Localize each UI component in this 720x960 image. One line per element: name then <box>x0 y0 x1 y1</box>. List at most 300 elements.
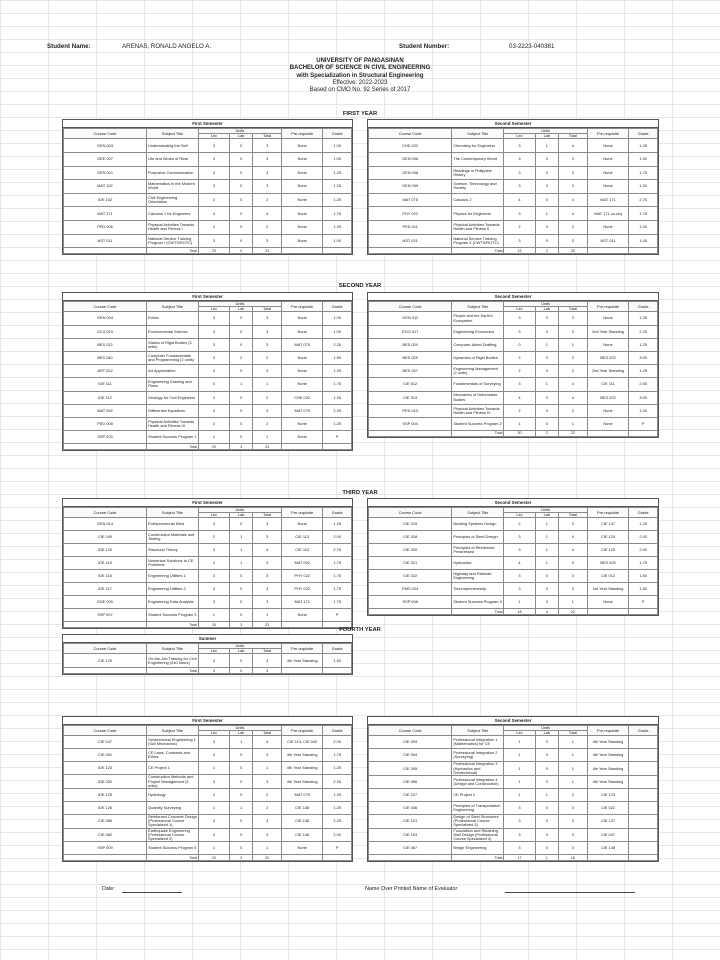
lab-units: 0 <box>230 234 253 248</box>
total-lab: 0 <box>230 248 253 254</box>
course-table <box>63 507 352 628</box>
semester-table <box>62 634 353 675</box>
prerequisite: MAT 171 <box>587 193 629 207</box>
total-units: 2 <box>559 789 588 802</box>
course-code: IDE 126 <box>64 802 147 815</box>
course-table <box>63 301 352 450</box>
course-code: SSP 009 <box>64 842 147 855</box>
course-code: IDE 123 <box>64 762 147 775</box>
total-units: 3 <box>253 583 282 596</box>
lab-units: 0 <box>535 583 558 596</box>
grade-cell: 1.25 <box>323 417 352 430</box>
subject-title: Chemistry for Engineers <box>452 139 504 153</box>
semester-label: First Semester <box>63 717 352 725</box>
course-code: GEN 014 <box>64 518 147 531</box>
lab-units: 0 <box>535 776 558 789</box>
course-code: SSP 008 <box>369 596 452 609</box>
lec-units: 1 <box>198 802 229 815</box>
col-units: Units <box>198 129 281 134</box>
course-code: CIE 019 <box>369 518 452 531</box>
lec-units: 3 <box>504 815 535 829</box>
lec-units: 3 <box>504 802 535 815</box>
lab-units: 0 <box>535 234 558 248</box>
lab-units: 0 <box>230 583 253 596</box>
course-code: IDE 117 <box>64 583 147 596</box>
prerequisite: PHY 022 <box>281 583 323 596</box>
total-units: 3 <box>559 166 588 180</box>
program-name: BACHELOR OF SCIENCE IN CIVIL ENGINEERING <box>289 65 431 72</box>
table-row <box>369 351 658 364</box>
col-grade: Grade <box>629 508 658 518</box>
total-units: 2 <box>253 391 282 404</box>
semester-label: Summer <box>63 635 352 643</box>
lec-units: 3 <box>198 518 229 531</box>
total-label: Total <box>452 431 504 437</box>
prerequisite: CIE 138 <box>281 828 323 842</box>
prerequisite: CIE 138 <box>587 842 629 855</box>
grade-cell: 1.75 <box>323 207 352 221</box>
course-code: IDE 125 <box>64 789 147 802</box>
prerequisite: CIE 022 <box>587 802 629 815</box>
totals-row <box>64 444 352 450</box>
prerequisite: None <box>281 417 323 430</box>
total-units: 2 <box>253 193 282 207</box>
total-units: 2 <box>559 220 588 234</box>
total-units: 1 <box>559 596 588 609</box>
grade-cell <box>629 736 658 749</box>
total-units-sum: 18 <box>559 855 588 861</box>
total-label: Total <box>147 444 199 450</box>
total-label: Total <box>147 668 199 674</box>
col-units: Units <box>504 302 587 307</box>
totals-row <box>64 248 352 254</box>
total-units: 4 <box>559 193 588 207</box>
totals-row <box>369 609 658 615</box>
lab-units: 0 <box>535 762 558 776</box>
subject-title: Calculus 2 <box>452 193 504 207</box>
grade-cell: 2.50 <box>629 378 658 391</box>
col-units: Units <box>198 508 281 513</box>
total-label: Total <box>147 248 199 254</box>
subject-title: Environmental Science <box>147 325 199 338</box>
col-course-code: Course Code <box>369 129 452 139</box>
course-code: EGO 017 <box>369 325 452 338</box>
lab-units: 1 <box>535 207 558 221</box>
table-row <box>64 762 352 775</box>
total-units: 4 <box>253 736 282 749</box>
total-units: 3 <box>253 557 282 570</box>
course-code: BES 022 <box>64 338 147 351</box>
lab-units: 0 <box>230 139 253 153</box>
grade-cell <box>629 815 658 829</box>
year-label: FIRST YEAR <box>342 111 378 117</box>
lec-units: 2 <box>504 351 535 364</box>
table-row <box>64 417 352 430</box>
course-code: IDE 111 <box>64 378 147 391</box>
table-row <box>64 802 352 815</box>
subject-title: Engineering Utilities 1 <box>147 570 199 583</box>
lec-units: 1 <box>198 609 229 622</box>
col-total: Total <box>559 307 588 312</box>
subject-title: Construction Materials and Testing <box>147 531 199 544</box>
prerequisite: CIE 111 <box>587 378 629 391</box>
lec-units: 3 <box>198 139 229 153</box>
table-row <box>369 417 658 430</box>
subject-title: Structural Theory <box>147 544 199 557</box>
subject-title: People and the Earth's Ecosystem <box>452 312 504 325</box>
course-code: MAT 075 <box>369 193 452 207</box>
grade-cell: 1.25 <box>323 391 352 404</box>
prerequisite: 4th Year Standing <box>587 762 629 776</box>
col-grade: Grade <box>323 302 352 312</box>
subject-title: Geology for Civil Engineers <box>147 391 199 404</box>
prerequisite: MAT 075 <box>281 789 323 802</box>
prerequisite: None <box>281 518 323 531</box>
subject-title: Physical Activities Towards Health and Fitness II <box>452 220 504 234</box>
prerequisite: 4th Year Standing <box>281 775 323 789</box>
subject-title: Physical Activities Towards Health and Fitness IV <box>452 404 504 417</box>
course-table <box>368 725 658 861</box>
col-grade: Grade <box>629 129 658 139</box>
grade-cell: P <box>629 417 658 430</box>
prerequisite: None <box>281 609 323 622</box>
table-row <box>369 749 658 762</box>
course-code: BES 025 <box>369 351 452 364</box>
table-row <box>64 166 352 180</box>
prerequisite: CIE 137 <box>587 815 629 829</box>
col-course-code: Course Code <box>369 726 452 736</box>
col-total: Total <box>253 307 282 312</box>
semester-table <box>62 119 353 255</box>
prerequisite: NST 011 <box>587 234 629 248</box>
col-lec: Lec <box>198 731 229 736</box>
semester-label: Second Semester <box>368 717 658 725</box>
lec-units: 0 <box>198 378 229 391</box>
table-row <box>369 736 658 749</box>
total-units: 2 <box>559 404 588 417</box>
total-label: Total <box>452 609 504 615</box>
lab-units: 0 <box>535 166 558 180</box>
lec-units: 2 <box>198 220 229 234</box>
lab-units: 0 <box>230 391 253 404</box>
col-course-code: Course Code <box>64 644 147 654</box>
course-code: BES 047 <box>369 365 452 378</box>
grade-cell: 1.00 <box>629 404 658 417</box>
lec-units: 3 <box>198 180 229 194</box>
table-row <box>64 378 352 391</box>
lab-units: 0 <box>230 654 253 668</box>
lab-units: 0 <box>535 596 558 609</box>
lab-units: 0 <box>535 325 558 338</box>
grade-cell: 1.00 <box>629 180 658 194</box>
grade-cell: 1.25 <box>323 180 352 194</box>
subject-title: Mathematics in the Modern World <box>147 180 199 194</box>
lab-units: 0 <box>230 842 253 855</box>
grade-cell: 1.75 <box>323 583 352 596</box>
prerequisite: BES 025 <box>587 557 629 570</box>
subject-title: CE Project 2 <box>452 789 504 802</box>
lec-units: 3 <box>198 338 229 351</box>
prerequisite: CIE 113, CIE 040 <box>281 736 323 749</box>
total-units: 1 <box>253 431 282 444</box>
lec-units: 2 <box>504 518 535 531</box>
total-lab: 3 <box>230 444 253 450</box>
grade-cell: 2.00 <box>629 544 658 557</box>
grade-cell: 1.25 <box>323 193 352 207</box>
grade-cell: 1.50 <box>323 654 352 668</box>
lec-units: 1 <box>504 596 535 609</box>
lec-units: 3 <box>504 544 535 557</box>
prerequisite: 4th Year Standing <box>587 776 629 789</box>
course-code: GEN 011 <box>369 312 452 325</box>
table-row <box>64 351 352 364</box>
total-units: 4 <box>559 378 588 391</box>
course-code: PED 008 <box>64 417 147 430</box>
table-row <box>64 531 352 544</box>
lec-units: 3 <box>198 596 229 609</box>
grade-cell: P <box>323 609 352 622</box>
col-grade: Grade <box>323 644 352 654</box>
subject-title: Mechanics of Deformable Bodies <box>452 391 504 404</box>
prerequisite: CIE 113 <box>281 544 323 557</box>
table-row <box>64 207 352 221</box>
grade-cell: 1.50 <box>629 570 658 583</box>
lab-units: 1 <box>535 338 558 351</box>
table-row <box>64 789 352 802</box>
total-units: 3 <box>253 153 282 167</box>
total-units: 1 <box>559 417 588 430</box>
total-lec: 20 <box>198 855 229 861</box>
col-units: Units <box>198 302 281 307</box>
lec-units: 3 <box>198 828 229 842</box>
lab-units: 0 <box>230 220 253 234</box>
course-code: GEE 007 <box>64 153 147 167</box>
total-label: Total <box>452 248 504 254</box>
total-units: 3 <box>253 312 282 325</box>
table-row <box>369 180 658 194</box>
subject-title: Construction Methods and Project Management (3 units) <box>147 775 199 789</box>
lab-units: 1 <box>230 378 253 391</box>
total-units: 1 <box>559 736 588 749</box>
col-prerequisite: Pre-requisite <box>587 508 629 518</box>
semester-table <box>367 119 659 255</box>
lab-units: 0 <box>230 431 253 444</box>
prerequisite: None <box>281 351 323 364</box>
subject-title: Design of Steel Structures (Professional Course Specialized 3) <box>452 815 504 829</box>
total-lec: 23 <box>504 248 535 254</box>
prerequisite: CIE 120 <box>587 544 629 557</box>
lab-units: 0 <box>230 518 253 531</box>
table-row <box>369 166 658 180</box>
table-row <box>64 842 352 855</box>
col-prerequisite: Pre-requisite <box>281 644 323 654</box>
grade-cell: 1.00 <box>323 153 352 167</box>
student-number-value: 03-2223-040381 <box>509 43 555 50</box>
course-code: IDE 116 <box>64 570 147 583</box>
col-units: Units <box>504 129 587 134</box>
subject-title: Engineering Data Analysis <box>147 596 199 609</box>
lec-units: 2 <box>198 789 229 802</box>
lab-units: 1 <box>230 802 253 815</box>
totals-row <box>64 855 352 861</box>
lec-units: 3 <box>198 404 229 417</box>
total-lab: 3 <box>230 622 253 628</box>
course-code: GEN 003 <box>64 139 147 153</box>
subject-title: The Contemporary World <box>452 153 504 167</box>
lec-units: 3 <box>504 139 535 153</box>
col-subject-title: Subject Title <box>147 644 199 654</box>
prerequisite: None <box>281 365 323 378</box>
lec-units: 3 <box>198 654 229 668</box>
lec-units: 4 <box>198 207 229 221</box>
col-lec: Lec <box>198 513 229 518</box>
lab-units: 0 <box>535 570 558 583</box>
subject-title: Differential Equations <box>147 404 199 417</box>
year-label: FOURTH YEAR <box>339 627 381 633</box>
prerequisite: PHY 022 <box>281 570 323 583</box>
semester-label: Second Semester <box>368 293 658 301</box>
lec-units: 3 <box>198 325 229 338</box>
grade-cell <box>629 828 658 842</box>
subject-title: Professional Integration 1 (Mathematics) for CE <box>452 736 504 749</box>
table-row <box>369 762 658 776</box>
grade-cell: 2.25 <box>323 775 352 789</box>
subject-title: Building Systems Design <box>452 518 504 531</box>
total-units-sum: 23 <box>253 622 282 628</box>
col-total: Total <box>253 134 282 139</box>
total-label: Total <box>147 855 199 861</box>
grade-cell: 3.00 <box>629 351 658 364</box>
prerequisite: 4th Year Standing <box>587 749 629 762</box>
grade-cell: 1.75 <box>629 557 658 570</box>
grade-cell: 1.25 <box>323 518 352 531</box>
semester-table <box>367 292 659 438</box>
lec-units: 4 <box>504 391 535 404</box>
total-units: 3 <box>559 153 588 167</box>
course-code: NST 021 <box>369 234 452 248</box>
prerequisite: CIE 012 <box>587 570 629 583</box>
prerequisite: 4th Year Standing <box>281 654 323 668</box>
lab-units: 0 <box>535 417 558 430</box>
course-code: SSP 004 <box>369 417 452 430</box>
table-row <box>64 828 352 842</box>
course-code: CIE 022 <box>369 570 452 583</box>
course-code: MAT 102 <box>64 180 147 194</box>
prerequisite: None <box>281 139 323 153</box>
lec-units: 2 <box>504 220 535 234</box>
lec-units: 3 <box>198 570 229 583</box>
col-subject-title: Subject Title <box>147 726 199 736</box>
lab-units: 0 <box>230 166 253 180</box>
table-row <box>64 180 352 194</box>
course-code: BES 024 <box>369 338 452 351</box>
grade-cell: 2.25 <box>323 338 352 351</box>
total-units: 3 <box>253 654 282 668</box>
lec-units: 4 <box>504 193 535 207</box>
grade-cell: 1.25 <box>629 518 658 531</box>
subject-title: Student Success Program 2 <box>452 417 504 430</box>
course-code: GCX 010 <box>64 325 147 338</box>
course-code: NST 011 <box>64 234 147 248</box>
grade-cell <box>629 802 658 815</box>
grade-cell: 1.00 <box>629 153 658 167</box>
total-units: 3 <box>559 312 588 325</box>
total-units: 1 <box>559 338 588 351</box>
table-row <box>369 365 658 378</box>
col-lab: Lab <box>230 307 253 312</box>
prerequisite: 4th Year Standing <box>281 762 323 775</box>
total-units: 3 <box>559 815 588 829</box>
prerequisite: BES 022 <box>587 391 629 404</box>
course-code: MAT 092 <box>64 404 147 417</box>
col-grade: Grade <box>323 726 352 736</box>
total-lec: 18 <box>504 609 535 615</box>
prerequisite: None <box>281 325 323 338</box>
col-subject-title: Subject Title <box>147 508 199 518</box>
subject-title: Foundation and Retaining Wall Design (Professional Course Specialized 4) <box>452 828 504 842</box>
table-row <box>369 570 658 583</box>
prerequisite: None <box>281 234 323 248</box>
lab-units: 1 <box>535 544 558 557</box>
total-units: 2 <box>253 802 282 815</box>
semester-label: First Semester <box>63 499 352 507</box>
document-title <box>0 58 720 94</box>
course-code: CIE 082 <box>64 828 147 842</box>
grade-cell: 1.25 <box>323 220 352 234</box>
prerequisite: 2nd Year Standing <box>587 325 629 338</box>
course-code: CIE 094 <box>369 749 452 762</box>
course-code: CIE 051 <box>64 749 147 762</box>
table-row <box>369 815 658 829</box>
semester-table <box>367 498 659 616</box>
subject-title: Bridge Engineering <box>452 842 504 855</box>
semester-table <box>62 716 353 862</box>
col-subject-title: Subject Title <box>452 726 504 736</box>
col-grade: Grade <box>629 726 658 736</box>
lec-units: 1 <box>198 431 229 444</box>
subject-title: Student Success Program 3 <box>147 609 199 622</box>
subject-title: Calculus 1 for Engineers <box>147 207 199 221</box>
table-row <box>64 391 352 404</box>
subject-title: Professional Integration 2 (Surveying) <box>452 749 504 762</box>
total-units: 2 <box>253 417 282 430</box>
totals-row <box>369 855 658 861</box>
lec-units: 3 <box>198 815 229 829</box>
subject-title: Earthquake Engineering (Professional Course Specialized 2) <box>147 828 199 842</box>
total-lec: 23 <box>198 248 229 254</box>
total-units: 2 <box>253 220 282 234</box>
lab-units: 0 <box>535 220 558 234</box>
table-row <box>64 609 352 622</box>
grade-cell: 2.00 <box>323 828 352 842</box>
subject-title: Art Appreciation <box>147 365 199 378</box>
lec-units: 3 <box>504 828 535 842</box>
course-code: GEN 004 <box>64 312 147 325</box>
lab-units: 0 <box>535 749 558 762</box>
course-code: SSP 007 <box>64 609 147 622</box>
grade-cell: 2.75 <box>323 544 352 557</box>
grade-cell: 3.00 <box>629 391 658 404</box>
semester-table <box>62 292 353 451</box>
lab-units: 0 <box>230 325 253 338</box>
grade-cell: 1.25 <box>323 789 352 802</box>
lab-units: 0 <box>230 338 253 351</box>
course-code: CIE 096 <box>369 776 452 789</box>
total-units: 1 <box>559 749 588 762</box>
prerequisite: None <box>587 166 629 180</box>
lec-units: 2 <box>504 365 535 378</box>
course-code: CIE 021 <box>369 557 452 570</box>
